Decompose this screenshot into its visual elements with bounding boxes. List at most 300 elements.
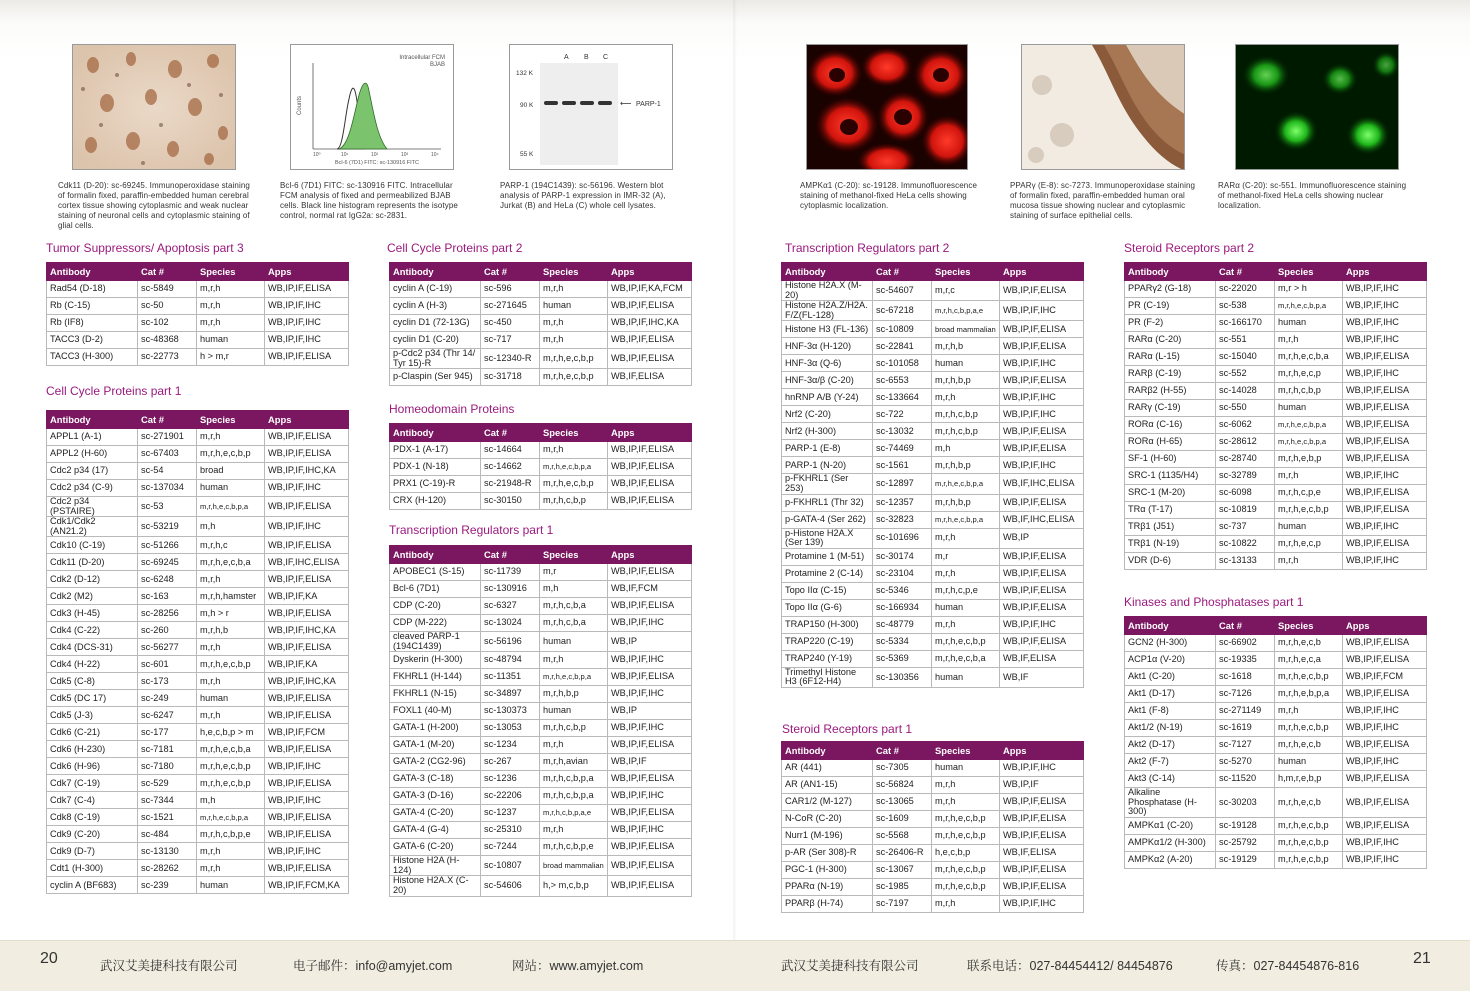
cell-species: m,r,h,c,b,p,a bbox=[540, 771, 608, 788]
cell-cat: sc-11739 bbox=[481, 564, 540, 581]
cell-cat: sc-67403 bbox=[138, 446, 197, 463]
table-header-row bbox=[390, 424, 692, 442]
cell-species: m,r,h bbox=[540, 332, 608, 349]
table-row bbox=[47, 673, 349, 690]
table-row bbox=[47, 480, 349, 497]
cell-cat: sc-10822 bbox=[1216, 536, 1275, 553]
cell-cat: sc-6098 bbox=[1216, 485, 1275, 502]
cell-species: m,r,h bbox=[197, 281, 265, 298]
table-row bbox=[390, 720, 692, 737]
cell-species: m,r,h,c,b,p bbox=[932, 406, 1000, 423]
cell-apps: WB,IP bbox=[608, 632, 692, 652]
cell-apps: WB,IP,IF,ELISA bbox=[265, 826, 349, 843]
cell-cat: sc-1236 bbox=[481, 771, 540, 788]
cell-antibody: Histone H2A.X (M-20) bbox=[782, 281, 873, 301]
cell-cat: sc-28262 bbox=[138, 860, 197, 877]
cell-species: m,r,h,e,c,b,p bbox=[1275, 502, 1343, 519]
table-row bbox=[390, 805, 692, 822]
cell-antibody: TACC3 (D-2) bbox=[47, 332, 138, 349]
figure-ihc-cortex bbox=[72, 44, 236, 170]
cell-apps: WB,IF,ELISA bbox=[608, 369, 692, 386]
cell-antibody: Nrf2 (H-300) bbox=[782, 423, 873, 440]
cell-antibody: CDP (M-222) bbox=[390, 615, 481, 632]
table-row bbox=[47, 349, 349, 366]
cell-apps: WB,IP,IF,ELISA bbox=[1343, 817, 1427, 834]
cell-species: m,r,h,e,c,b,a bbox=[1275, 349, 1343, 366]
cell-cat: sc-166934 bbox=[873, 599, 932, 616]
cell-cat: sc-239 bbox=[138, 877, 197, 894]
cell-antibody: Cdk10 (C-19) bbox=[47, 537, 138, 554]
cell-apps: WB,IP,IF,ELISA bbox=[1000, 372, 1084, 389]
cell-apps: WB,IP,IF,IHC bbox=[265, 332, 349, 349]
cell-cat: sc-717 bbox=[481, 332, 540, 349]
cell-apps: WB,IP,IF,ELISA bbox=[1343, 383, 1427, 400]
cell-cat: sc-267 bbox=[481, 754, 540, 771]
cell-cat: sc-101696 bbox=[873, 528, 932, 548]
cell-antibody: RARβ2 (H-55) bbox=[1125, 383, 1216, 400]
cell-cat: sc-271149 bbox=[1216, 703, 1275, 720]
cell-species: human bbox=[932, 667, 1000, 687]
cell-apps: WB,IF,ELISA bbox=[1000, 845, 1084, 862]
cell-species: m,h bbox=[197, 792, 265, 809]
cell-cat: sc-54607 bbox=[873, 281, 932, 301]
cell-antibody: TRAP150 (H-300) bbox=[782, 616, 873, 633]
col-header-antibody: Antibody bbox=[782, 742, 873, 760]
cell-cat: sc-6248 bbox=[138, 571, 197, 588]
cell-cat: sc-249 bbox=[138, 690, 197, 707]
cell-antibody: Alkaline Phosphatase (H-300) bbox=[1125, 788, 1216, 818]
cell-antibody: Cdk8 (C-19) bbox=[47, 809, 138, 826]
cell-cat: sc-19129 bbox=[1216, 851, 1275, 868]
table-header-row bbox=[47, 411, 349, 429]
cell-species: m,r,h,e,c,p bbox=[1275, 536, 1343, 553]
cell-cat: sc-10809 bbox=[873, 321, 932, 338]
figure-western-blot bbox=[509, 44, 673, 170]
cell-cat: sc-7127 bbox=[1216, 737, 1275, 754]
cell-species: human bbox=[197, 877, 265, 894]
cell-species: m,r bbox=[540, 564, 608, 581]
cell-species: m,r,h,e,c,b,p,a bbox=[540, 669, 608, 686]
cell-cat: sc-737 bbox=[1216, 519, 1275, 536]
cell-species: m,r,h,e,c,b,p bbox=[197, 446, 265, 463]
section-title-steroid-2: Steroid Receptors part 2 bbox=[1124, 241, 1255, 255]
cell-antibody: TRβ1 (J51) bbox=[1125, 519, 1216, 536]
cell-antibody: AMPKα2 (A-20) bbox=[1125, 851, 1216, 868]
cell-cat: sc-177 bbox=[138, 724, 197, 741]
cell-cat: sc-54 bbox=[138, 463, 197, 480]
cell-cat: sc-130916 bbox=[481, 581, 540, 598]
cell-cat: sc-271645 bbox=[481, 298, 540, 315]
cell-species: m,r,h,avian bbox=[540, 754, 608, 771]
cell-antibody: Dyskerin (H-300) bbox=[390, 652, 481, 669]
cell-species: m,r,h bbox=[197, 843, 265, 860]
cell-species: m,r,h bbox=[197, 298, 265, 315]
fcm-y-label: Counts bbox=[297, 95, 303, 115]
cell-apps: WB,IP,IF,FCM bbox=[265, 724, 349, 741]
cell-antibody: cleaved PARP-1 (194C1439) bbox=[390, 632, 481, 652]
table-row bbox=[1125, 315, 1427, 332]
cell-antibody: PDX-1 (A-17) bbox=[390, 442, 481, 459]
cell-species: m,r,h bbox=[932, 616, 1000, 633]
cell-cat: sc-5346 bbox=[873, 582, 932, 599]
cell-species: m,r,h,e,c,b,p bbox=[197, 656, 265, 673]
cell-apps: WB,IF bbox=[1000, 667, 1084, 687]
table-row bbox=[47, 826, 349, 843]
cell-species: m,r,h,c,b,p,e bbox=[197, 826, 265, 843]
cell-apps: WB,IP,IF,IHC bbox=[1343, 281, 1427, 298]
cell-apps: WB,IP bbox=[1000, 528, 1084, 548]
cell-cat: sc-66902 bbox=[1216, 635, 1275, 652]
cell-species: m,r,h,c,b,p bbox=[1275, 383, 1343, 400]
cell-cat: sc-13053 bbox=[481, 720, 540, 737]
cell-species: m,r,h bbox=[1275, 703, 1343, 720]
table-row bbox=[1125, 771, 1427, 788]
cell-species: m,r,h,e,b,p,a bbox=[1275, 686, 1343, 703]
cell-antibody: CRX (H-120) bbox=[390, 493, 481, 510]
cell-antibody: Cdk6 (C-21) bbox=[47, 724, 138, 741]
cell-antibody: Rb (C-15) bbox=[47, 298, 138, 315]
cell-apps: WB,IP,IF,ELISA bbox=[1000, 338, 1084, 355]
cell-apps: WB,IP,IF,IHC,KA bbox=[265, 622, 349, 639]
table-row bbox=[390, 598, 692, 615]
col-header-cat: Cat # bbox=[138, 263, 197, 281]
fcm-x-tick-2: 10¹ bbox=[341, 152, 349, 158]
cell-apps: WB,IP,IF bbox=[1000, 777, 1084, 794]
cell-species: m,r,h bbox=[932, 896, 1000, 913]
cell-species: h,> m,c,b,p bbox=[540, 876, 608, 896]
col-header-species: Species bbox=[197, 411, 265, 429]
col-header-antibody: Antibody bbox=[47, 411, 138, 429]
cell-species: m,r bbox=[932, 548, 1000, 565]
cell-species: m,r,h bbox=[197, 639, 265, 656]
cell-apps: WB,IP,IF bbox=[608, 754, 692, 771]
cell-apps: WB,IP,IF,ELISA bbox=[1343, 652, 1427, 669]
col-header-apps: Apps bbox=[608, 424, 692, 442]
table-row bbox=[390, 788, 692, 805]
cell-apps: WB,IP,IF,IHC bbox=[1000, 389, 1084, 406]
cell-species: m,r,h,c,b,p bbox=[932, 423, 1000, 440]
table-row bbox=[390, 476, 692, 493]
cell-apps: WB,IF,IHC,ELISA bbox=[1000, 474, 1084, 494]
cell-apps: WB,IP,IF,ELISA bbox=[265, 571, 349, 588]
table-row bbox=[390, 686, 692, 703]
cell-cat: sc-22206 bbox=[481, 788, 540, 805]
cell-species: m,r,h,e,c,b,p bbox=[540, 369, 608, 386]
cell-cat: sc-6247 bbox=[138, 707, 197, 724]
cell-cat: sc-19335 bbox=[1216, 652, 1275, 669]
section-title-cell-cycle-1: Cell Cycle Proteins part 1 bbox=[46, 384, 182, 398]
cell-antibody: GATA-1 (M-20) bbox=[390, 737, 481, 754]
table-header-row bbox=[1125, 617, 1427, 635]
cell-antibody: PGC-1 (H-300) bbox=[782, 862, 873, 879]
cell-species: m,r,c bbox=[932, 281, 1000, 301]
cell-antibody: N-CoR (C-20) bbox=[782, 811, 873, 828]
cell-antibody: Histone H2A.Z/H2A. F/Z(FL-128) bbox=[782, 301, 873, 321]
cell-species: m,r,h,e,c,b bbox=[1275, 635, 1343, 652]
cell-species: m,r,h bbox=[540, 737, 608, 754]
cell-apps: WB,IP,IF,ELISA bbox=[265, 429, 349, 446]
cell-species: m,r,h,b,p bbox=[932, 372, 1000, 389]
cell-species: h,e,c,b,p bbox=[932, 845, 1000, 862]
cell-antibody: Histone H2A (H-124) bbox=[390, 856, 481, 876]
cell-cat: sc-26406-R bbox=[873, 845, 932, 862]
cell-antibody: GATA-3 (C-18) bbox=[390, 771, 481, 788]
table-row bbox=[47, 332, 349, 349]
page-fold bbox=[733, 0, 737, 940]
cell-cat: sc-7244 bbox=[481, 839, 540, 856]
cell-antibody: cyclin D1 (C-20) bbox=[390, 332, 481, 349]
cell-cat: sc-28740 bbox=[1216, 451, 1275, 468]
cell-apps: WB,IP,IF,ELISA bbox=[1343, 635, 1427, 652]
cell-species: m,r,h,e,c,b,p bbox=[197, 758, 265, 775]
cell-apps: WB,IP,IF,IHC bbox=[265, 480, 349, 497]
cell-apps: WB,IP,IF,IHC bbox=[1343, 298, 1427, 315]
cell-antibody: Nrf2 (C-20) bbox=[782, 406, 873, 423]
table-row bbox=[782, 528, 1084, 548]
table-row bbox=[47, 446, 349, 463]
cell-apps: WB,IP,IF,ELISA bbox=[1343, 451, 1427, 468]
table-transcription-2 bbox=[781, 262, 1084, 688]
table-row bbox=[47, 497, 349, 517]
cell-species: m,r,h,e,c,b,p bbox=[1275, 669, 1343, 686]
col-header-apps: Apps bbox=[1343, 617, 1427, 635]
cell-cat: sc-10807 bbox=[481, 856, 540, 876]
cell-antibody: GATA-2 (CG2-96) bbox=[390, 754, 481, 771]
cell-cat: sc-13067 bbox=[873, 862, 932, 879]
cell-cat: sc-7180 bbox=[138, 758, 197, 775]
table-row bbox=[390, 332, 692, 349]
cell-cat: sc-56277 bbox=[138, 639, 197, 656]
if-red-image bbox=[807, 45, 968, 170]
cell-apps: WB,IP,IF,ELISA bbox=[608, 493, 692, 510]
cell-species: m,r,h,c,b,p,a bbox=[540, 788, 608, 805]
table-row bbox=[1125, 298, 1427, 315]
cell-cat: sc-173 bbox=[138, 673, 197, 690]
table-row bbox=[782, 548, 1084, 565]
cell-apps: WB,IP,IF,ELISA bbox=[608, 839, 692, 856]
cell-cat: sc-48368 bbox=[138, 332, 197, 349]
table-row bbox=[1125, 485, 1427, 502]
table-row bbox=[1125, 468, 1427, 485]
cell-species: m,r,h bbox=[1275, 468, 1343, 485]
cell-antibody: Cdk7 (C-19) bbox=[47, 775, 138, 792]
col-header-apps: Apps bbox=[265, 411, 349, 429]
cell-species: m,r,h,e,c,b,p bbox=[197, 775, 265, 792]
table-row bbox=[390, 632, 692, 652]
cell-antibody: p-Claspin (Ser 945) bbox=[390, 369, 481, 386]
cell-antibody: Bcl-6 (7D1) bbox=[390, 581, 481, 598]
cell-antibody: TRα (T-17) bbox=[1125, 502, 1216, 519]
col-header-antibody: Antibody bbox=[390, 424, 481, 442]
table-row bbox=[782, 355, 1084, 372]
cell-apps: WB,IP,IF,IHC bbox=[608, 686, 692, 703]
cell-species: h > m,r bbox=[197, 349, 265, 366]
col-header-cat: Cat # bbox=[481, 263, 540, 281]
table-row bbox=[782, 474, 1084, 494]
cell-cat: sc-5334 bbox=[873, 633, 932, 650]
cell-cat: sc-10819 bbox=[1216, 502, 1275, 519]
figure-ihc-mucosa bbox=[1021, 44, 1185, 170]
table-row bbox=[782, 423, 1084, 440]
cell-apps: WB,IP,IF,ELISA bbox=[265, 497, 349, 517]
cell-antibody: Trimethyl Histone H3 (6F12-H4) bbox=[782, 667, 873, 687]
col-header-species: Species bbox=[932, 263, 1000, 281]
col-header-cat: Cat # bbox=[1216, 617, 1275, 635]
cell-antibody: ACP1α (V-20) bbox=[1125, 652, 1216, 669]
lane-a: A bbox=[564, 54, 569, 61]
cell-antibody: Topo IIα (G-6) bbox=[782, 599, 873, 616]
col-header-cat: Cat # bbox=[481, 424, 540, 442]
table-row bbox=[47, 707, 349, 724]
cell-apps: WB,IP,IF,IHC,KA bbox=[265, 463, 349, 480]
cell-apps: WB,IP,IF,KA bbox=[265, 656, 349, 673]
table-row bbox=[390, 754, 692, 771]
col-header-cat: Cat # bbox=[481, 546, 540, 564]
cell-species: human bbox=[932, 760, 1000, 777]
footer-email[interactable]: 电子邮件：info@amyjet.com bbox=[293, 959, 453, 973]
cell-apps: WB,IP,IF,ELISA bbox=[265, 741, 349, 758]
cell-antibody: RARα (C-20) bbox=[1125, 332, 1216, 349]
cell-species: m,r,h,e,c,b,p,a bbox=[540, 459, 608, 476]
cell-species: human bbox=[1275, 400, 1343, 417]
cell-species: human bbox=[932, 355, 1000, 372]
cell-apps: WB,IP,IF,IHC bbox=[1343, 754, 1427, 771]
table-row bbox=[47, 517, 349, 537]
cell-antibody: RORα (H-65) bbox=[1125, 434, 1216, 451]
cell-cat: sc-30203 bbox=[1216, 788, 1275, 818]
cell-apps: WB,IP,IF,KA bbox=[265, 588, 349, 605]
cell-species: m,r,h,b bbox=[197, 622, 265, 639]
col-header-antibody: Antibody bbox=[47, 263, 138, 281]
cell-apps: WB,IP,IF,IHC bbox=[265, 843, 349, 860]
footer-company-right: 武汉艾美捷科技有限公司 bbox=[781, 959, 919, 973]
cell-cat: sc-538 bbox=[1216, 298, 1275, 315]
cell-cat: sc-11520 bbox=[1216, 771, 1275, 788]
cell-apps: WB,IP,IF,ELISA bbox=[265, 860, 349, 877]
cell-antibody: RARβ (C-19) bbox=[1125, 366, 1216, 383]
col-header-species: Species bbox=[540, 424, 608, 442]
marker-132k: 132 K bbox=[516, 70, 533, 77]
cell-cat: sc-601 bbox=[138, 656, 197, 673]
table-row bbox=[47, 622, 349, 639]
cell-species: m,r,h bbox=[932, 565, 1000, 582]
cell-species: h,m,r,e,b,p bbox=[1275, 771, 1343, 788]
cell-apps: WB,IF,FCM bbox=[608, 581, 692, 598]
cell-species: human bbox=[197, 690, 265, 707]
table-row bbox=[1125, 754, 1427, 771]
cell-species: m,r,h,e,c,b,p bbox=[932, 828, 1000, 845]
table-row bbox=[1125, 417, 1427, 434]
cell-apps: WB,IP,IF,IHC bbox=[1343, 332, 1427, 349]
cell-antibody: GATA-4 (C-20) bbox=[390, 805, 481, 822]
footer-fax: 传真：027-84454876-816 bbox=[1216, 959, 1360, 973]
table-header-row bbox=[47, 263, 349, 281]
table-row bbox=[390, 771, 692, 788]
cell-species: m,r,h,e,c,b,a bbox=[197, 554, 265, 571]
cell-antibody: Cdk3 (H-45) bbox=[47, 605, 138, 622]
cell-species: m,r,h,e,c,b,p bbox=[1275, 834, 1343, 851]
cell-cat: sc-6062 bbox=[1216, 417, 1275, 434]
cell-species: m,r,h bbox=[197, 707, 265, 724]
cell-species: m,r,h,e,c,b,a bbox=[197, 741, 265, 758]
table-row bbox=[1125, 536, 1427, 553]
cell-apps: WB,IP,IF,ELISA bbox=[1000, 633, 1084, 650]
cell-species: m,r,h,c,b,p bbox=[540, 720, 608, 737]
cell-cat: sc-101058 bbox=[873, 355, 932, 372]
cell-antibody: PR (C-19) bbox=[1125, 298, 1216, 315]
cell-apps: WB,IP,IF,FCM,KA bbox=[265, 877, 349, 894]
footer-website[interactable]: 网站：www.amyjet.com bbox=[512, 959, 644, 973]
col-header-antibody: Antibody bbox=[390, 263, 481, 281]
cell-cat: sc-13130 bbox=[138, 843, 197, 860]
cell-antibody: TRβ1 (N-19) bbox=[1125, 536, 1216, 553]
table-row bbox=[47, 281, 349, 298]
cell-apps: WB,IP,IF,ELISA bbox=[1343, 400, 1427, 417]
cell-apps: WB,IF,ELISA bbox=[1000, 650, 1084, 667]
cell-antibody: Protamine 2 (C-14) bbox=[782, 565, 873, 582]
col-header-antibody: Antibody bbox=[390, 546, 481, 564]
cell-cat: sc-51266 bbox=[138, 537, 197, 554]
cell-antibody: Cdk5 (DC 17) bbox=[47, 690, 138, 707]
table-tumor-suppressors bbox=[46, 262, 349, 366]
col-header-cat: Cat # bbox=[1216, 263, 1275, 281]
cell-cat: sc-6553 bbox=[873, 372, 932, 389]
fcm-x-tick-4: 10³ bbox=[401, 152, 409, 158]
cell-apps: WB,IP,IF,IHC bbox=[608, 615, 692, 632]
footer-phone: 联系电话：027-84454412/ 84454876 bbox=[967, 959, 1173, 973]
cell-antibody: RARγ (C-19) bbox=[1125, 400, 1216, 417]
cell-antibody: Cdk7 (C-4) bbox=[47, 792, 138, 809]
cell-species: m,r,h,e,c,b,p bbox=[540, 349, 608, 369]
section-title-homeodomain: Homeodomain Proteins bbox=[389, 402, 515, 416]
cell-apps: WB,IP,IF,ELISA bbox=[608, 564, 692, 581]
cell-species: m,r,h,e,c,b,p,a bbox=[1275, 298, 1343, 315]
table-row bbox=[1125, 851, 1427, 868]
table-row bbox=[47, 758, 349, 775]
caption-fig3: PARP-1 (194C1439): sc-56196. Western blot analysis of PARP-1 expression in IMR-32 (A), Jurkat (B) and HeLa (C) whole cell lysates. bbox=[500, 181, 666, 210]
caption-fig6: RARα (C-20): sc-551. Immunofluorescence staining of methanol-fixed HeLa cells showing nuclear localization. bbox=[1218, 181, 1407, 210]
cell-species: broad bbox=[197, 463, 265, 480]
cell-species: m,r,h,b,p bbox=[540, 686, 608, 703]
figure-fcm-histogram bbox=[290, 44, 454, 170]
caption-fig5: PPARγ (E-8): sc-7273. Immunoperoxidase staining of formalin fixed, paraffin-embedded human oral mucosa tissue showing nuclear and cytoplasmic staining of surface epithelial cells. bbox=[1010, 181, 1196, 220]
table-row bbox=[390, 442, 692, 459]
band-label: PARP-1 bbox=[636, 101, 661, 108]
table-row bbox=[782, 862, 1084, 879]
cell-apps: WB,IP,IF,ELISA bbox=[608, 298, 692, 315]
table-row bbox=[47, 298, 349, 315]
cell-apps: WB,IP,IF,IHC bbox=[265, 517, 349, 537]
table-row bbox=[1125, 434, 1427, 451]
table-row bbox=[47, 571, 349, 588]
table-row bbox=[390, 703, 692, 720]
cell-antibody: Cdk9 (D-7) bbox=[47, 843, 138, 860]
cell-antibody: APOBEC1 (S-15) bbox=[390, 564, 481, 581]
cell-cat: sc-130373 bbox=[481, 703, 540, 720]
cell-cat: sc-34897 bbox=[481, 686, 540, 703]
table-row bbox=[782, 301, 1084, 321]
cell-species: m,r,h,e,c,b,p bbox=[932, 811, 1000, 828]
cell-cat: sc-14664 bbox=[481, 442, 540, 459]
table-transcription-1 bbox=[389, 545, 692, 897]
cell-species: m,r,h,e,c,p bbox=[1275, 366, 1343, 383]
cell-antibody: Cdk6 (H-230) bbox=[47, 741, 138, 758]
table-row bbox=[1125, 349, 1427, 366]
table-row bbox=[47, 588, 349, 605]
cell-antibody: AMPKα1 (C-20) bbox=[1125, 817, 1216, 834]
cell-species: broad mammalian bbox=[540, 856, 608, 876]
cell-species: m,r,h,e,c,b,p bbox=[932, 862, 1000, 879]
